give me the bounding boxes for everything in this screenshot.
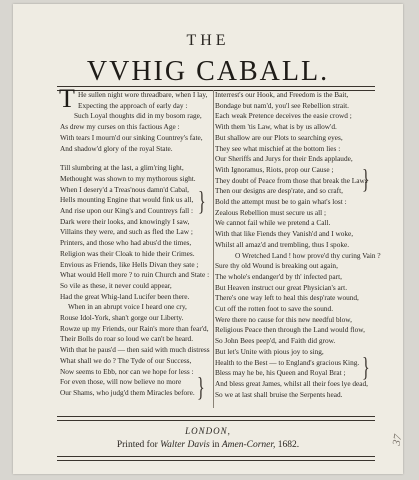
verse-line: They doubt of Peace from those that break the Laws	[215, 175, 368, 185]
verse-line: But let's Unite with pious joy to sing,	[215, 346, 324, 356]
verse-line: What shall we do ? The Tyde of our Success,	[60, 355, 192, 365]
verse-line: With tears I mourn'd our sinking Countrey's fate,	[60, 132, 203, 142]
imprint-city: LONDON,	[185, 426, 231, 436]
verse-line: Such Loyal thoughts did in my bosom rage,	[74, 111, 202, 121]
title-the: THE	[186, 32, 230, 49]
verse-brace: }	[198, 187, 206, 217]
verse-line: And bless great James, whilst all their foes lye dead,	[215, 378, 368, 388]
verse-line: So vile as these, it never could appear,	[60, 280, 172, 290]
imprint-place: Amen-Corner,	[221, 440, 276, 450]
page-title: VVHIG CABALL.	[86, 56, 330, 87]
verse-line: We cannot fail while we pretend a Call.	[215, 218, 331, 228]
imprint-in: in	[212, 440, 220, 450]
verse-line: He sullen night wore threadbare, when I lay,	[78, 90, 208, 99]
verse-line: Their Bolls do roar so loud we can't be heard.	[60, 334, 194, 344]
verse-line: With that he paus'd — then said with much distress	[60, 345, 210, 355]
verse-line: Interrest's our Hook, and Freedom is the Bait,	[215, 90, 349, 99]
verse-line: Envious as Friends, like Hells Divan they sate ;	[60, 259, 199, 269]
verse-line: Villains they were, and such as fled the Law ;	[60, 227, 193, 237]
verse-line: Health to the Best — to England's gracious King.	[215, 357, 360, 367]
verse-line: Whilst all amaz'd and trembling, thus I spoke.	[215, 239, 350, 249]
verse-line: Our Shams, who judg'd them Miracles before.	[60, 387, 195, 397]
verse-line: And shadow'd glory of the royal State.	[60, 143, 173, 153]
verse-line: Had the great Whig-land Lucifer been there.	[60, 291, 190, 301]
verse-line: But Heaven instruct our great Physician's art.	[215, 282, 348, 292]
verse-line: There's one way left to heal this desp'rate wound,	[215, 293, 359, 303]
column-divider	[213, 90, 214, 408]
verse-line: Rouse Idol-York, shan't gorge our Liberty.	[60, 313, 184, 323]
verse-line: What would Hell more ? to ruin Church and State :	[60, 270, 210, 280]
verse-line: The whole's endanger'd by th' infected part,	[215, 271, 342, 281]
verse-line: Zealous Rebellion must secure us all ;	[215, 207, 327, 217]
manuscript-note: 37	[390, 433, 405, 447]
broadside-sheet	[13, 4, 403, 474]
imprint-prefix: Printed for	[116, 440, 158, 450]
verse-brace: }	[197, 373, 205, 403]
left-column	[59, 84, 210, 399]
verse-line: Rowze up my Friends, our Rain's more than fear'd,	[60, 323, 209, 333]
drop-cap: T	[59, 84, 75, 113]
verse-line: When I desery'd a Treas'nous damn'd Cabal,	[60, 184, 189, 194]
bottom-rule	[57, 456, 375, 461]
verse-line: As drew my curses on this factious Age :	[60, 122, 180, 132]
verse-line: O Wretched Land ! how prove'd thy curing Vain ?	[235, 250, 381, 260]
verse-line: But shallow are our Plots to searching eyes,	[215, 132, 343, 142]
verse-line: And rise upon our King's and Countreys fall :	[60, 206, 194, 216]
verse-line: Expecting the approach of early day :	[78, 100, 188, 110]
imprint-line	[13, 440, 403, 450]
verse-line: Printers, and those who had abus'd the times,	[60, 238, 192, 248]
verse-line: Methought was shown to my mythorous sight.	[60, 173, 196, 183]
verse-line: So John Bees peep'd, and Faith did grow.	[215, 336, 336, 346]
verse-line: They see what mischief at the bottom lies :	[215, 143, 341, 153]
verse-line: Religious Peace then through the Land would flow,	[215, 325, 365, 335]
verse-brace: }	[362, 165, 370, 195]
verse-line: Dark were their looks, and knowingly I saw,	[60, 216, 190, 226]
verse-brace: }	[362, 353, 370, 383]
verse-line: Each weak Pretence deceives the easie crowd ;	[215, 111, 352, 121]
verse-line: Then our designs are desp'rate, and so craft,	[215, 186, 343, 196]
imprint-printer: Walter Davis	[160, 440, 210, 450]
verse-line: Sure thy old Wound is breaking out again,	[215, 261, 338, 271]
imprint-year: 1682.	[277, 440, 300, 450]
verse-line: When in an abrupt voice I heard one cry,	[68, 302, 187, 312]
stanza-gap	[60, 154, 210, 163]
verse-line: With them 'tis Law, what is by us allow'd.	[215, 122, 337, 132]
verse-line: Religion was their Cloak to hide their Crimes.	[60, 248, 195, 258]
verse-line: So we at last shall bruise the Serpents head.	[215, 389, 343, 399]
verse-line: Were there no cause for this new needful blow,	[215, 314, 352, 324]
verse-line: Bold the attempt must be to gain what's lost :	[215, 197, 347, 207]
verse-line: For even those, will now believe no more	[60, 377, 182, 387]
right-column	[215, 90, 381, 400]
footer-rule	[57, 416, 375, 421]
verse-line: Bless may he be, his Queen and Royal Brat ;	[215, 368, 346, 378]
verse-line: Cut off the rotten foot to save the sound.	[215, 304, 334, 314]
verse-line: Now seems to Ebb, nor can we hope for less :	[60, 366, 194, 376]
verse-line: Our Sheriffs and Jurys for their Ends applaude,	[215, 154, 353, 164]
verse-line: Bondage but nam'd, you'l see Rebellion strait.	[215, 100, 349, 110]
verse-line: Till slumbring at the last, a glim'ring light,	[60, 163, 184, 173]
verse-line: With Ignoramus, Riots, prop our Cause ;	[215, 164, 334, 174]
verse-line: With that like Fiends they Vanish'd and I woke,	[215, 229, 354, 239]
verse-line: Hells mounting Engine that would fink us all,	[60, 195, 194, 205]
